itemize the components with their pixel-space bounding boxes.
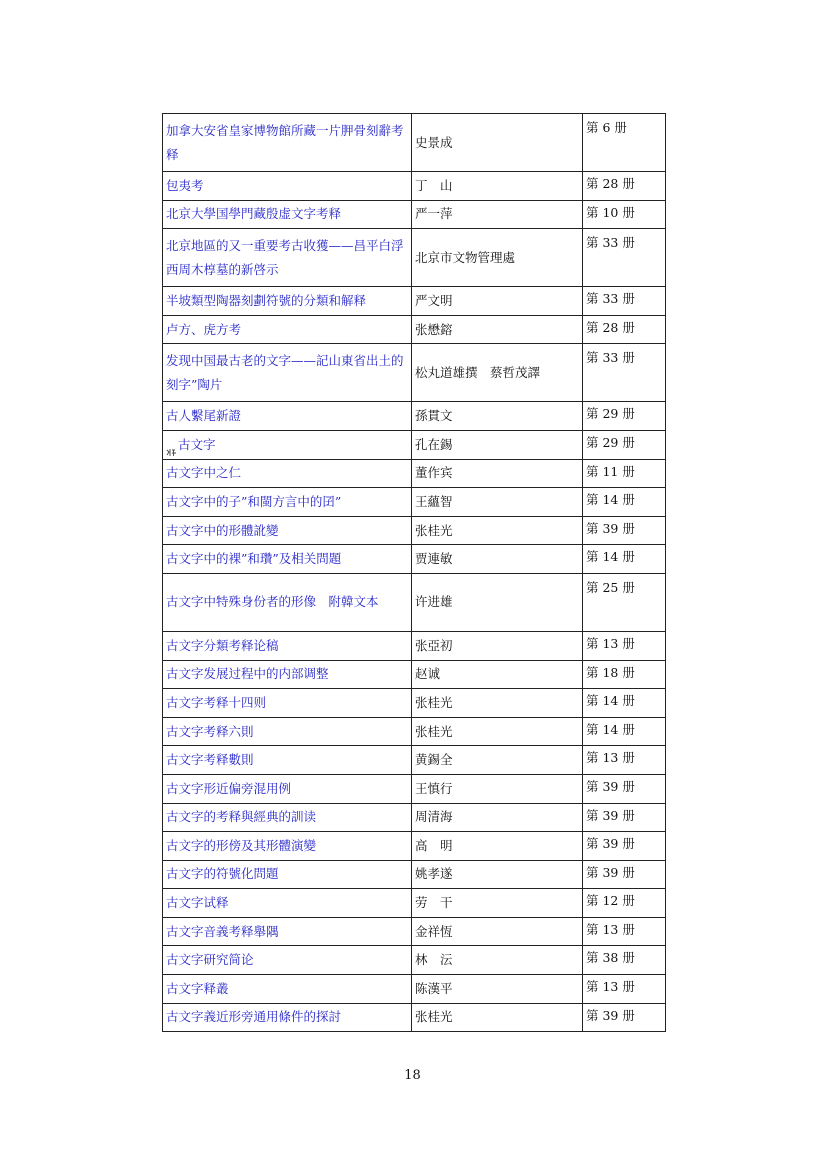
article-title[interactable]: 古文字中的裸”和瓚”及相关問題 [163, 545, 412, 574]
table-row [163, 459, 666, 488]
volume-number: 第 28 册 [583, 315, 666, 344]
volume-number: 第 33 册 [583, 287, 666, 316]
table-row [163, 774, 666, 803]
volume-number: 第 13 册 [583, 975, 666, 1004]
volume-number: 第 18 册 [583, 660, 666, 689]
article-title[interactable]: 加拿大安省皇家博物館所藏一片胛骨刻辭考释 [163, 114, 412, 172]
article-title[interactable]: 古文字释叢 [163, 975, 412, 1004]
table-row [163, 200, 666, 229]
article-title[interactable]: 卢方、虎方考 [163, 315, 412, 344]
article-title[interactable]: 古文字研究简论 [163, 946, 412, 975]
article-author: 张懋鎔 [412, 315, 583, 344]
index-table [162, 113, 666, 1032]
article-author: 张桂光 [412, 516, 583, 545]
article-author: 黄錫全 [412, 746, 583, 775]
article-title[interactable]: 古文字中特殊身份者的形像 附韓文本 [163, 573, 412, 631]
volume-number: 第 39 册 [583, 803, 666, 832]
article-author: 严文明 [412, 287, 583, 316]
article-author: 王蘊智 [412, 488, 583, 517]
article-author: 张亞初 [412, 631, 583, 660]
table-row [163, 402, 666, 431]
table-row [163, 573, 666, 631]
volume-number: 第 13 册 [583, 631, 666, 660]
volume-number: 第 38 册 [583, 946, 666, 975]
article-author: 贾連敏 [412, 545, 583, 574]
article-title[interactable]: 古文字中的子”和閩方言中的囝” [163, 488, 412, 517]
volume-number: 第 14 册 [583, 689, 666, 718]
article-author: 金祥恆 [412, 917, 583, 946]
article-title[interactable]: 古文字的符號化問題 [163, 860, 412, 889]
volume-number: 第 39 册 [583, 516, 666, 545]
table-row [163, 946, 666, 975]
volume-number: 第 39 册 [583, 832, 666, 861]
article-author: 陈漢平 [412, 975, 583, 1004]
volume-number: 第 14 册 [583, 545, 666, 574]
article-author: 王慎行 [412, 774, 583, 803]
article-author: 张桂光 [412, 1003, 583, 1032]
table-row [163, 717, 666, 746]
table-row [163, 488, 666, 517]
table-row [163, 689, 666, 718]
article-title[interactable]: 古文字的考释與經典的訓读 [163, 803, 412, 832]
table-row [163, 660, 666, 689]
article-author: 张桂光 [412, 689, 583, 718]
article-title[interactable]: 发现中国最古老的文字——記山東省出土的刻字”陶片 [163, 344, 412, 402]
article-author: 林 沄 [412, 946, 583, 975]
article-author: 史景成 [412, 114, 583, 172]
volume-number: 第 29 册 [583, 430, 666, 459]
article-author: 周清海 [412, 803, 583, 832]
volume-number: 第 28 册 [583, 172, 666, 201]
table-row [163, 889, 666, 918]
table-row [163, 287, 666, 316]
article-title[interactable]: 古文字试释 [163, 889, 412, 918]
volume-number: 第 12 册 [583, 889, 666, 918]
table-row [163, 430, 666, 459]
table-row [163, 545, 666, 574]
article-author: 高 明 [412, 832, 583, 861]
volume-number: 第 33 册 [583, 229, 666, 287]
article-author: 姚孝遂 [412, 860, 583, 889]
table-row [163, 315, 666, 344]
article-author: 赵诚 [412, 660, 583, 689]
volume-number: 第 6 册 [583, 114, 666, 172]
volume-number: 第 33 册 [583, 344, 666, 402]
article-title[interactable]: 古文字音義考释舉隅 [163, 917, 412, 946]
article-title[interactable]: 古文字发展过程中的内部调整 [163, 660, 412, 689]
article-title[interactable]: 古文字 [163, 430, 412, 459]
article-author: 劳 干 [412, 889, 583, 918]
article-title[interactable]: 古文字的形傍及其形體演變 [163, 832, 412, 861]
article-author: 许进雄 [412, 573, 583, 631]
table-row [163, 631, 666, 660]
article-title[interactable]: 古文字考释六則 [163, 717, 412, 746]
article-author: 张桂光 [412, 717, 583, 746]
article-author: 严一萍 [412, 200, 583, 229]
volume-number: 第 13 册 [583, 746, 666, 775]
table-row [163, 1003, 666, 1032]
article-title[interactable]: 包夷考 [163, 172, 412, 201]
article-title[interactable]: 古文字考释數則 [163, 746, 412, 775]
article-author: 孫貫文 [412, 402, 583, 431]
article-author: 孔在錫 [412, 430, 583, 459]
page-number: 18 [404, 1068, 421, 1083]
index-table-body [163, 114, 666, 1032]
table-row [163, 746, 666, 775]
volume-number: 第 39 册 [583, 860, 666, 889]
table-row [163, 172, 666, 201]
table-row [163, 975, 666, 1004]
volume-number: 第 13 册 [583, 917, 666, 946]
table-row [163, 229, 666, 287]
article-title[interactable]: 古文字中的形體訛變 [163, 516, 412, 545]
article-author: 董作宾 [412, 459, 583, 488]
script-glyph-icon [166, 441, 177, 450]
table-row [163, 832, 666, 861]
article-title[interactable]: 古文字形近偏旁混用例 [163, 774, 412, 803]
article-title[interactable]: 北京大學国學門藏殷虚文字考释 [163, 200, 412, 229]
article-title[interactable]: 古文字分類考释论稿 [163, 631, 412, 660]
table-row [163, 344, 666, 402]
table-row [163, 114, 666, 172]
volume-number: 第 39 册 [583, 1003, 666, 1032]
volume-number: 第 25 册 [583, 573, 666, 631]
article-author: 北京市文物管理處 [412, 229, 583, 287]
volume-number: 第 11 册 [583, 459, 666, 488]
table-row [163, 803, 666, 832]
article-title[interactable]: 半坡類型陶器刻劃符號的分類和解释 [163, 287, 412, 316]
volume-number: 第 14 册 [583, 717, 666, 746]
article-title[interactable]: 古文字考释十四则 [163, 689, 412, 718]
article-title[interactable]: 古人繫尾新證 [163, 402, 412, 431]
volume-number: 第 14 册 [583, 488, 666, 517]
article-author: 松丸道雄撰 蔡哲茂譯 [412, 344, 583, 402]
table-row [163, 516, 666, 545]
article-author: 丁 山 [412, 172, 583, 201]
table-row [163, 860, 666, 889]
table-row [163, 917, 666, 946]
article-title[interactable]: 古文字中之仁 [163, 459, 412, 488]
volume-number: 第 29 册 [583, 402, 666, 431]
article-title[interactable]: 古文字義近形旁通用條件的探討 [163, 1003, 412, 1032]
volume-number: 第 10 册 [583, 200, 666, 229]
volume-number: 第 39 册 [583, 774, 666, 803]
article-title[interactable]: 北京地區的又一重要考古收獲——昌平白浮西周木椁墓的新啓示 [163, 229, 412, 287]
